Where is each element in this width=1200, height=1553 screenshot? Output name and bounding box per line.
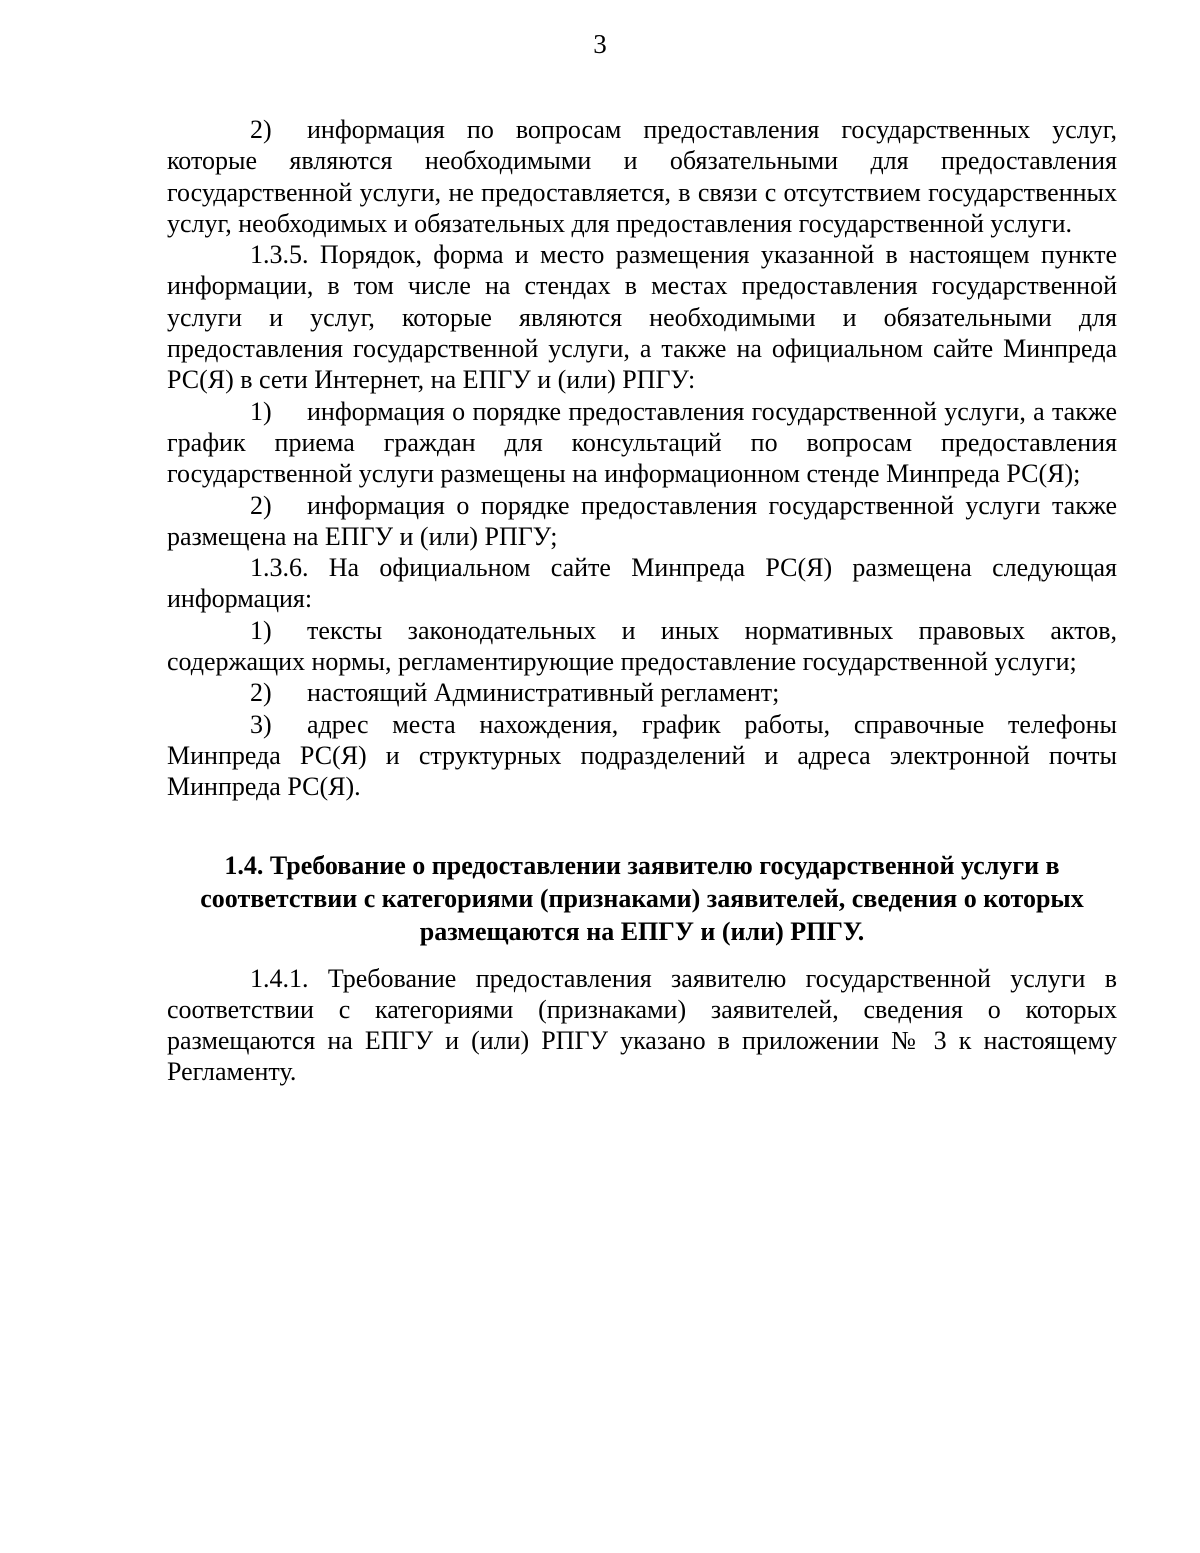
- paragraph: [167, 677, 1117, 708]
- list-item-number: 3): [250, 709, 272, 739]
- paragraph-text: тексты законодательных и иных нормативных правовых актов, содержащих нормы, регламентирующие предоставление государственной услуги;: [167, 615, 1117, 677]
- paragraph: [167, 709, 1117, 803]
- paragraph: [167, 552, 1117, 615]
- paragraph: [167, 963, 1117, 1088]
- list-item-number: 1): [250, 396, 272, 426]
- paragraph-text: информация по вопросам предоставления государственных услуг, которые являются необходимыми и обязательными для предоставления государственной услуги, не предоставляется, в связи с отсутствием государственных услуг, необходимых и обязательных для предоставления государственной услуги.: [167, 115, 1117, 238]
- page-number: 3: [593, 29, 607, 59]
- paragraph-text: 1.3.6. На официальном сайте Минпреда РС(Я) размещена следующая информация:: [167, 553, 1117, 614]
- paragraph: [167, 239, 1117, 395]
- paragraph-text: 1.3.5. Порядок, форма и место размещения указанной в настоящем пункте информации, в том числе на стендах в местах предоставления государственной услуги и услуг, которые являются необходимыми и обязательными для предоставления государственной услуги, а также на официальном сайте Минпреда РС(Я) в сети Интернет, на ЕПГУ и (или) РПГУ:: [167, 240, 1117, 395]
- paragraph: [167, 615, 1117, 678]
- paragraph: [167, 114, 1117, 239]
- paragraph-text: информация о порядке предоставления государственной услуги также размещена на ЕПГУ и (или) РПГУ;: [167, 490, 1117, 551]
- paragraph-text: настоящий Административный регламент;: [307, 678, 780, 708]
- list-item-number: 1): [250, 615, 272, 645]
- paragraph-text: 1.4.1. Требование предоставления заявителю государственной услуги в соответствии с категориями (признаками) заявителей, сведения о которых размещаются на ЕПГУ и (или) РПГУ указано в приложении № 3 к настоящему Регламенту.: [167, 963, 1117, 1087]
- paragraph: [167, 490, 1117, 553]
- paragraph-text: адрес места нахождения, график работы, справочные телефоны Минпреда РС(Я) и структурных подразделений и адреса электронной почты Минпреда РС(Я).: [167, 709, 1117, 802]
- document-body: [167, 114, 1117, 1088]
- paragraphs-bottom: [167, 963, 1117, 1088]
- section-heading: 1.4. Требование о предоставлении заявителю государственной услуги в соответствии с категориями (признаками) заявителей, сведения о которых размещаются на ЕПГУ и (или) РПГУ.: [200, 850, 1084, 946]
- paragraphs-top: [167, 114, 1117, 803]
- paragraph-text: информация о порядке предоставления государственной услуги, а также график приема граждан для консультаций по вопросам предоставления государственной услуги размещены на информационном стенде Минпреда РС(Я);: [167, 396, 1117, 489]
- list-item-number: 2): [250, 490, 272, 520]
- list-item-number: 2): [250, 115, 272, 144]
- paragraph: [167, 396, 1117, 490]
- list-item-number: 2): [250, 678, 272, 708]
